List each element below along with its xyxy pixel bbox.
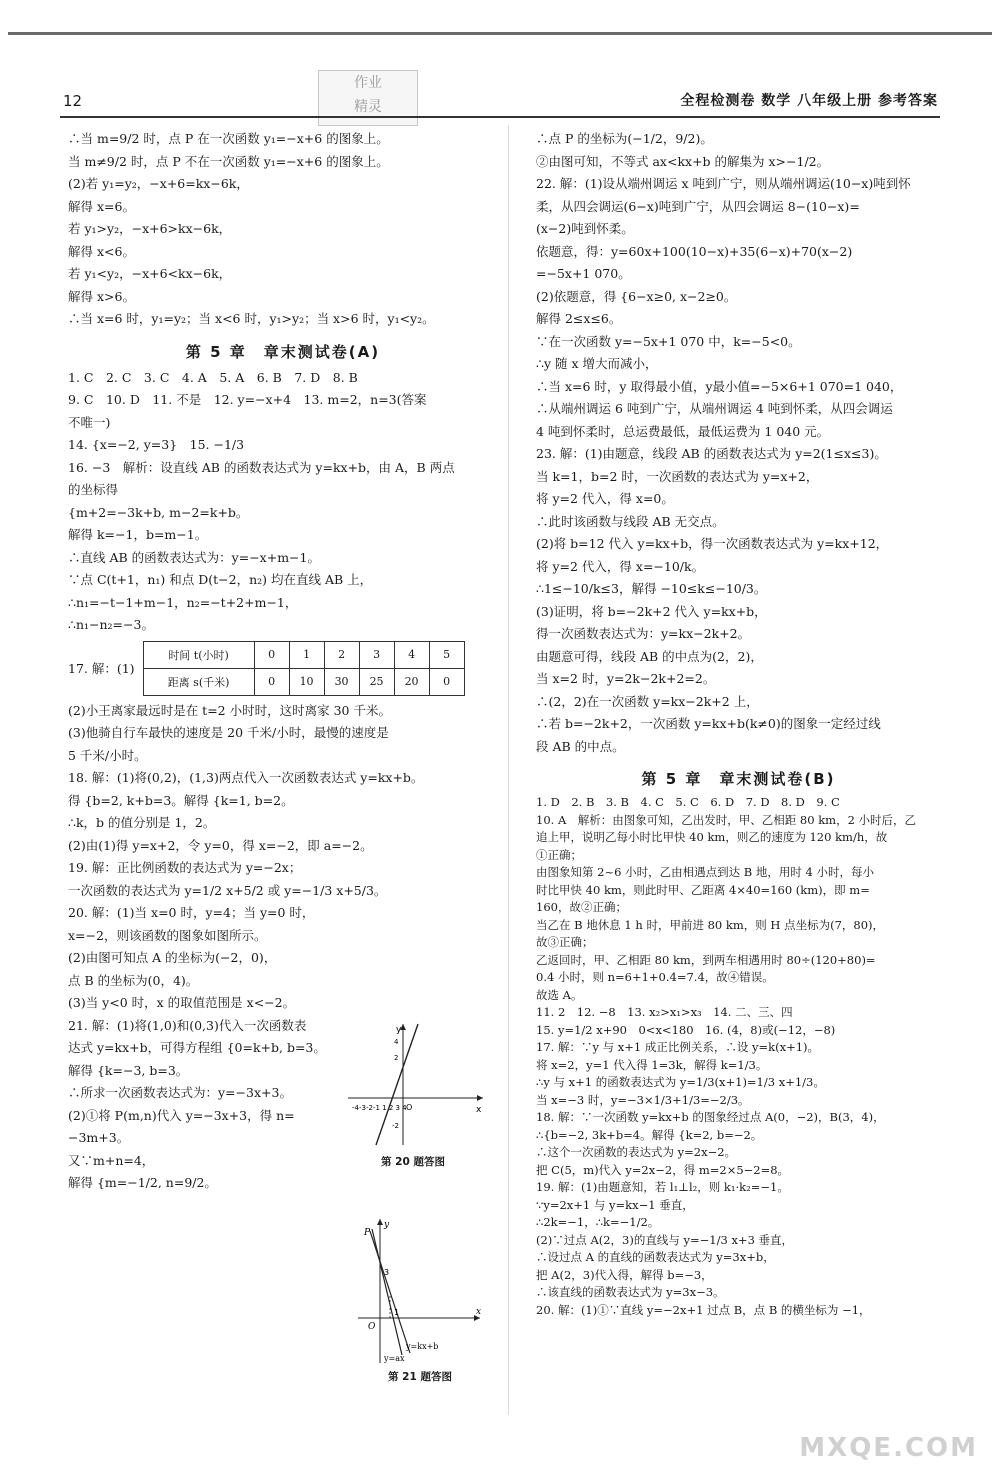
text-line: ∴(2，2)在一次函数 y=kx−2k+2 上， — [536, 693, 759, 709]
text-line: (2)由图可知点 A 的坐标为(−2，0)， — [68, 950, 277, 965]
text-line: −3m+3。 — [68, 1130, 130, 1145]
text-line: ①正确； — [536, 847, 582, 862]
text-line: (3)当 y<0 时，x 的取值范围是 x<−2。 — [68, 995, 296, 1010]
text-line: ∴点 P 的坐标为(−1/2，9/2)。 — [536, 131, 713, 146]
header-rule — [60, 116, 940, 118]
text-line: 4 吨到怀柔时，总运费最低，最低运费为 1 040 元。 — [536, 423, 830, 439]
text-line: 将 y=2 代入，得 x=0。 — [536, 491, 674, 506]
text-line: 将 x=2，y=1 代入得 1=3k，解得 k=1/3。 — [536, 1057, 768, 1072]
text-line: ∴当 m=9/2 时，点 P 在一次函数 y₁=−x+6 的图象上。 — [68, 131, 389, 146]
text-line: (3)证明，将 b=−2k+2 代入 y=kx+b， — [536, 603, 767, 619]
text-line: 不唯一) — [68, 414, 111, 430]
text-line: 柔，从四会调运(6−x)吨到广宁，从四会调运 8−(10−x)= — [536, 198, 860, 214]
table-cell: 10 — [289, 668, 324, 695]
text-line: ∴1≤−10/k≤3，解得 −10≤k≤−10/3。 — [536, 581, 767, 596]
svg-text:1: 1 — [394, 1308, 400, 1317]
text-line: 解得 2≤x≤6。 — [536, 311, 622, 326]
text-line: 20. 解：(1)①∵直线 y=−2x+1 过点 B，点 B 的横坐标为 −1， — [536, 1302, 871, 1317]
text-line: ∴若 b=−2k+2，一次函数 y=kx+b(k≠0)的图象一定经过线 — [536, 716, 881, 731]
text-line: 14. {x=−2, y=3} 15. −1/3 — [68, 437, 245, 452]
right-block-b — [536, 794, 941, 1004]
text-line: 依题意，得：y=60x+100(10−x)+35(6−x)+70(x−2) — [536, 243, 853, 259]
text-line: 解得 x>6。 — [68, 288, 135, 304]
svg-text:y=kx+b: y=kx+b — [406, 1342, 439, 1351]
text-line: ∴y 与 x+1 的函数表达式为 y=1/3(x+1)=1/3 x+1/3。 — [536, 1075, 825, 1089]
svg-text:x: x — [476, 1105, 482, 1115]
svg-text:2: 2 — [394, 1054, 399, 1062]
text-line: 由题意可得，线段 AB 的中点为(2，2)， — [536, 648, 763, 664]
text-line: ∴y 随 x 增大而减小， — [536, 356, 658, 371]
figure-20 — [338, 1020, 488, 1170]
table-cell: 25 — [359, 668, 394, 695]
text-line: ∵y=2x+1 与 y=kx−1 垂直， — [536, 1197, 694, 1212]
text-line: 解得 x<6。 — [68, 243, 135, 259]
text-line: 1. C 2. C 3. C 4. A 5. A 6. B 7. D 8. B — [68, 369, 358, 385]
text-line: 故③正确； — [536, 935, 594, 949]
text-line: 点 B 的坐标为(0，4)。 — [68, 972, 199, 988]
text-line: 段 AB 的中点。 — [536, 738, 625, 754]
svg-text:O: O — [368, 1322, 376, 1332]
text-line: ∴当 x=6 时，y 取得最小值，y最小值=−5×6+1 070=1 040， — [536, 378, 903, 394]
table-cell: 2 — [324, 641, 359, 668]
text-line: 解得 x=6。 — [68, 198, 135, 214]
page-number: 12 — [63, 92, 83, 110]
text-line: 解得 k=−1，b=m−1。 — [68, 527, 208, 542]
right-block-a — [536, 128, 941, 758]
table-cell: 4 — [394, 641, 429, 668]
svg-text:4: 4 — [394, 1038, 399, 1046]
text-line: 11. 2 12. −8 13. x₂>x₁>x₃ 14. 二、三、四 — [536, 1005, 793, 1019]
text-line: =−5x+1 070。 — [536, 266, 631, 281]
text-line: ②由图可知，不等式 ax<kx+b 的解集为 x>−1/2。 — [536, 153, 830, 169]
figure-20-caption: 第 20 题答图 — [381, 1156, 445, 1168]
table-row — [143, 668, 464, 695]
figure-21-graph — [350, 1215, 490, 1365]
text-line: 15. y=1/2 x+90 0<x<180 16. (4，8)或(−12，−8) — [536, 1022, 836, 1037]
text-line: (2)①将 P(m,n)代入 y=−3x+3，得 n= — [68, 1107, 295, 1123]
text-line: 解得 {k=−3, b=3。 — [68, 1062, 189, 1078]
text-line: 把 C(5，m)代入 y=2x−2，得 m=2×5−2=8。 — [536, 1162, 790, 1177]
text-line: 17. 解：∵y 与 x+1 成正比例关系，∴设 y=k(x+1)。 — [536, 1040, 820, 1054]
text-line: 9. C 10. D 11. 不是 12. y=−x+4 13. m=2，n=3(答案 — [68, 392, 427, 407]
text-line: 解得 {m=−1/2, n=9/2。 — [68, 1175, 217, 1190]
text-line: 若 y₁>y₂，−x+6>kx−6k， — [68, 221, 232, 236]
table-cell: 20 — [394, 668, 429, 695]
text-line: ∵在一次函数 y=−5x+1 070 中，k=−5<0。 — [536, 333, 801, 349]
text-line: 19. 解：正比例函数的表达式为 y=−2x； — [68, 860, 302, 875]
text-line: 18. 解：∵一次函数 y=kx+b 的图象经过点 A(0，−2)，B(3，4)， — [536, 1110, 885, 1124]
table-header-time: 时间 t(小时) — [143, 641, 254, 668]
text-line: 得 {b=2, k+b=3。解得 {k=1, b=2。 — [68, 792, 294, 808]
text-line: 由图象知第 2~6 小时，乙由相遇点到达 B 地，用时 4 小时，每小 — [536, 865, 874, 879]
text-line: ∴从端州调运 6 吨到广宁，从端州调运 4 吨到怀柔，从四会调运 — [536, 401, 893, 416]
right-block-c — [536, 1004, 941, 1319]
text-line: (2)由(1)得 y=x+2，令 y=0，得 x=−2，即 a=−2。 — [68, 837, 373, 853]
text-line: 22. 解：(1)设从端州调运 x 吨到广宁，则从端州调运(10−x)吨到怀 — [536, 176, 911, 191]
text-line: 19. 解：(1)由题意知，若 l₁⊥l₂，则 k₁·k₂=−1。 — [536, 1180, 789, 1194]
table-cell: 0 — [254, 641, 289, 668]
text-line: (2)∵过点 A(2，3)的直线与 y=−1/3 x+3 垂直， — [536, 1232, 794, 1247]
figure-21-caption: 第 21 题答图 — [388, 1371, 452, 1383]
text-line: 当乙在 B 地休息 1 h 时，甲前进 80 km，则 H 点坐标为(7，80)， — [536, 917, 885, 932]
text-line: 若 y₁<y₂，−x+6<kx−6k， — [68, 266, 232, 281]
text-line: ∴所求一次函数表达式为：y=−3x+3。 — [68, 1085, 292, 1100]
text-line: 的坐标得 — [68, 482, 119, 497]
text-line: ∴2k=−1，∴k=−1/2。 — [536, 1215, 660, 1229]
text-line: 16. −3 解析：设直线 AB 的函数表达式为 y=kx+b，由 A，B 两点 — [68, 459, 455, 475]
text-line: 故选 A。 — [536, 987, 583, 1002]
svg-text:3: 3 — [384, 1268, 390, 1277]
svg-text:-4-3-2-1 1 2 3 4: -4-3-2-1 1 2 3 4 — [352, 1104, 407, 1112]
table-cell: 1 — [289, 641, 324, 668]
watermark: MXQE.COM — [799, 1433, 978, 1463]
text-line: ∵点 C(t+1，n₁) 和点 D(t−2，n₂) 均在直线 AB 上， — [68, 572, 373, 587]
time-distance-table — [143, 641, 465, 696]
right-column — [536, 128, 941, 1319]
text-line: 0.4 小时，则 n=6+1+0.4=7.4，故④错误。 — [536, 970, 774, 984]
text-line: 10. A 解析：由图象可知，乙出发时，甲、乙相距 80 km，2 小时后，乙 — [536, 812, 917, 827]
stamp-line-2: 精灵 — [354, 99, 382, 115]
text-line: 乙返回时，甲、乙相距 80 km，到两车相遇用时 80÷(120+80)= — [536, 952, 876, 967]
table-row — [143, 641, 464, 668]
q17-label: 17. 解：(1) — [68, 661, 135, 676]
text-line: 当 k=1，b=2 时，一次函数的表达式为 y=x+2， — [536, 468, 819, 484]
text-line: 把 A(2，3)代入得，解得 b=−3， — [536, 1267, 713, 1282]
table-cell: 3 — [359, 641, 394, 668]
text-line: (2)依题意，得 {6−x≥0, x−2≥0。 — [536, 288, 737, 304]
text-line: (3)他骑自行车最快的速度是 20 千米/小时，最慢的速度是 — [68, 725, 389, 740]
svg-text:O: O — [406, 1103, 413, 1112]
text-line: ∴{b=−2, 3k+b=4。解得 {k=2, b=−2。 — [536, 1127, 763, 1142]
text-line: ∴此时该函数与线段 AB 无交点。 — [536, 513, 725, 529]
text-line: 20. 解：(1)当 x=0 时，y=4；当 y=0 时， — [68, 905, 315, 920]
svg-text:-2: -2 — [392, 1122, 399, 1130]
q17-table-row — [68, 637, 498, 700]
table-cell: 30 — [324, 668, 359, 695]
text-line: 23. 解：(1)由题意，线段 AB 的函数表达式为 y=2(1≤x≤3)。 — [536, 446, 887, 461]
text-line: 将 y=2 代入，得 x=−10/k。 — [536, 558, 705, 574]
text-line: (x−2)吨到怀柔。 — [536, 221, 634, 236]
text-line: ∴该直线的函数表达式为 y=3x−3。 — [536, 1285, 725, 1299]
text-line: 一次函数的表达式为 y=1/2 x+5/2 或 y=−1/3 x+5/3。 — [68, 882, 387, 898]
table-cell: 5 — [429, 641, 464, 668]
header-title: 全程检测卷 数学 八年级上册 参考答案 — [680, 93, 938, 109]
text-line: ∴这个一次函数的表达式为 y=2x−2。 — [536, 1145, 737, 1159]
table-cell: 0 — [254, 668, 289, 695]
text-line: 1. D 2. B 3. B 4. C 5. C 6. D 7. D 8. D 9. C — [536, 795, 840, 809]
stamp-line-1: 作业 — [354, 75, 382, 91]
text-line: ∴n₁=−t−1+m−1，n₂=−t+2+m−1， — [68, 594, 298, 610]
text-line: (2)小王离家最远时是在 t=2 小时时，这时离家 30 千米。 — [68, 702, 391, 718]
svg-text:y: y — [384, 1220, 390, 1230]
text-line: 21. 解：(1)将(1,0)和(0,3)代入一次函数表 — [68, 1017, 307, 1033]
left-block-a — [68, 128, 498, 331]
text-line: 当 x=−3 时，y=−3×1/3+1/3=−2/3。 — [536, 1092, 750, 1107]
text-line: ∴设过点 A 的直线的函数表达式为 y=3x+b， — [536, 1250, 775, 1264]
table-cell: 0 — [429, 668, 464, 695]
text-line: 达式 y=kx+b，可得方程组 {0=k+b, b=3。 — [68, 1040, 326, 1055]
text-line: 追上甲，说明乙每小时比甲快 40 km，则乙的速度为 120 km/h，故 — [536, 830, 888, 844]
text-line: 又∵m+n=4， — [68, 1152, 155, 1168]
text-line: 当 m≠9/2 时，点 P 不在一次函数 y₁=−x+6 的图象上。 — [68, 153, 389, 169]
table-header-distance: 距离 s(千米) — [143, 668, 254, 695]
text-line: ∴直线 AB 的函数表达式为：y=−x+m−1。 — [68, 549, 320, 565]
text-line: 当 x=2 时，y=2k−2k+2=2。 — [536, 671, 716, 686]
text-line: ∴当 x=6 时，y₁=y₂；当 x<6 时，y₁>y₂；当 x>6 时，y₁<y₂。 — [68, 311, 435, 326]
text-line: 得一次函数表达式为：y=kx−2k+2。 — [536, 626, 751, 641]
text-line: {m+2=−3k+b, m−2=k+b。 — [68, 504, 249, 520]
text-line: 160，故②正确； — [536, 900, 627, 914]
svg-text:x: x — [476, 1307, 482, 1317]
left-block-b — [68, 367, 498, 637]
section-b-title: 第 5 章 章末测试卷(B) — [641, 770, 836, 788]
figure-21 — [350, 1215, 490, 1385]
section-a-title: 第 5 章 章末测试卷(A) — [185, 342, 381, 361]
text-line: ∴n₁−n₂=−3。 — [68, 617, 154, 632]
text-line: 18. 解：(1)将(0,2)，(1,3)两点代入一次函数表达式 y=kx+b。 — [68, 770, 424, 785]
text-line: x=−2，则该函数的图象如图所示。 — [68, 927, 267, 943]
text-line: 时比甲快 40 km，则此时甲、乙距离 4×40=160 (km)，即 m= — [536, 882, 870, 897]
svg-text:P: P — [364, 1228, 371, 1238]
figure-20-graph — [338, 1020, 488, 1150]
column-divider — [508, 125, 509, 1415]
text-line: ∴k，b 的值分别是 1，2。 — [68, 815, 216, 830]
top-border — [8, 32, 992, 35]
text-line: (2)若 y₁=y₂，−x+6=kx−6k， — [68, 176, 249, 191]
svg-text:y: y — [396, 1025, 402, 1035]
text-line: 5 千米/小时。 — [68, 747, 147, 763]
svg-text:y=ax: y=ax — [384, 1354, 405, 1363]
text-line: (2)将 b=12 代入 y=kx+b，得一次函数表达式为 y=kx+12， — [536, 536, 889, 551]
